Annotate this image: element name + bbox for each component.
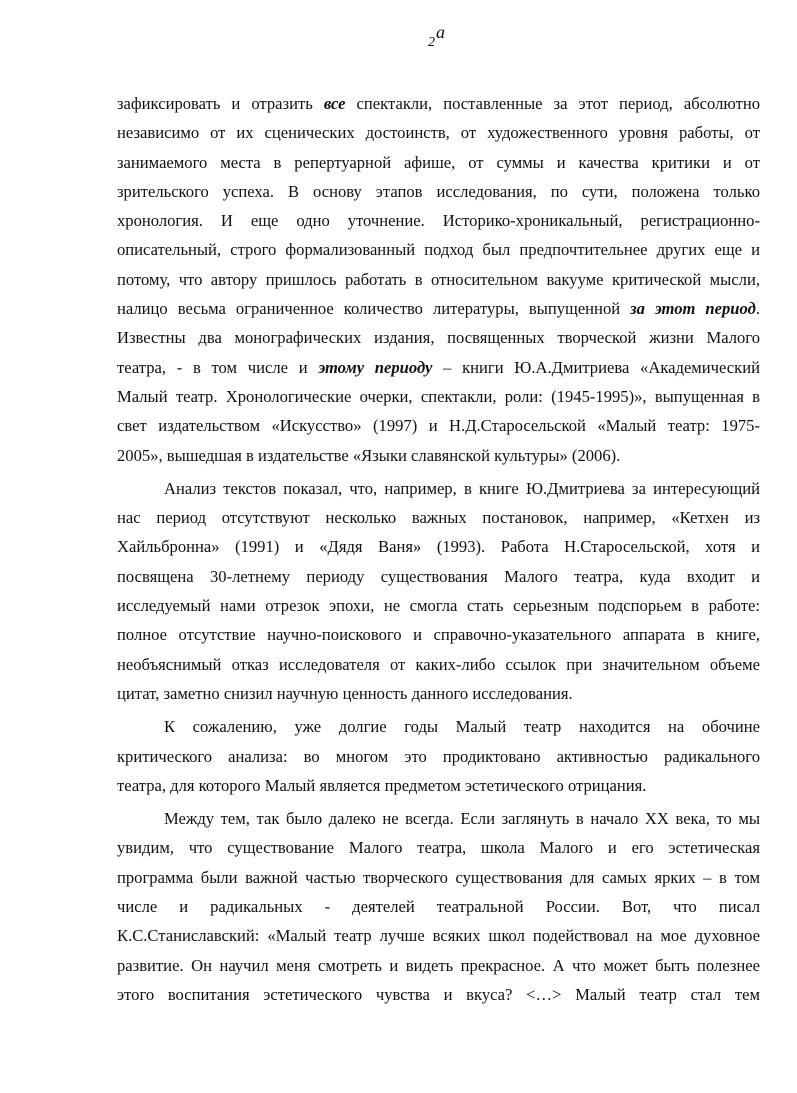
emphasis: все [323,94,346,113]
paragraph-4 [117,804,760,1009]
paragraph-1 [117,89,760,470]
text-line: налицо весьма ограниченное количество литературы, выпущенной за этот период. [117,299,760,319]
page-number-value: 2 [428,35,435,50]
text-line: К.С.Станиславский: «Малый театр лучше всяких школ подействовал на мое духовное [117,926,760,946]
text-line: исследуемый нами отрезок эпохи, не смогла стать серьезным подспорьем в работе: [117,596,760,616]
text-line: цитат, заметно снизил научную ценность данного исследования. [117,683,573,703]
text-line: Известны два монографических издания, посвященных творческой жизни Малого [117,328,760,348]
emphasis: за этот период [630,299,756,319]
text-line: полное отсутствие научно-поискового и справочно-указательного аппарата в книге, [117,625,760,645]
document-body [117,89,760,1009]
emphasis: этому периоду [318,357,433,377]
text-line: Малый театр. Хронологические очерки, спектакли, роли: (1945-1995)», выпущенная в [117,386,760,406]
text-line: театра, - в том числе и этому периоду – книги Ю.А.Дмитриева «Академический [117,357,760,377]
text-line: нас период отсутствуют несколько важных постановок, например, «Кетхен из [117,508,760,528]
text-line: развитие. Он научил меня смотреть и видеть прекрасное. А что может быть полезнее [117,955,760,975]
text-line: занимаемого места в репертуарной афише, от суммы и качества критики и от [117,152,760,172]
text-line: зрительского успеха. В основу этапов исследования, по сути, положена только [117,181,760,201]
text-line: 2005», вышедшая в издательстве «Языки славянской культуры» (2006). [117,445,621,465]
text-line: Хайльбронна» (1991) и «Дядя Ваня» (1993). Работа Н.Старосельской, хотя и [117,537,760,557]
text-line: этого воспитания эстетического чувства и вкуса? <…> Малый театр стал тем [117,984,760,1004]
text-line: необъяснимый отказ исследователя от каких-либо ссылок при значительном объеме [117,654,760,674]
text-line: критического анализа: во многом это продиктовано активностью радикального [117,746,760,766]
paragraph-2 [117,474,760,708]
text-line: К сожалению, уже долгие годы Малый театр находится на обочине [164,717,760,737]
handwritten-mark: а [436,22,445,42]
text-line: независимо от их сценических достоинств, от художественного уровня работы, от [117,123,760,143]
paragraph-3 [117,712,760,800]
text-line: театра, для которого Малый является предметом эстетического отрицания. [117,775,647,795]
text-line: потому, что автору пришлось работать в относительном вакууме критической мысли, [117,269,760,289]
text-line: Анализ текстов показал, что, например, в книге Ю.Дмитриева за интересующий [164,478,760,498]
text-line: Между тем, так было далеко не всегда. Если заглянуть в начало XX века, то мы [164,809,760,829]
page-number [428,22,445,51]
text-line: свет издательством «Искусство» (1997) и Н.Д.Старосельской «Малый театр: 1975- [117,416,760,436]
text-line: зафиксировать и отразить все спектакли, поставленные за этот период, абсолютно [117,94,760,113]
text-line: посвящена 30-летнему периоду существования Малого театра, куда входит и [117,566,760,586]
text-line: описательный, строго формализованный подход был предпочтительнее других еще и [117,240,760,260]
text-line: программа были важной частью творческого существования для самых ярких – в том [117,867,760,887]
text-line: увидим, что существование Малого театра, школа Малого и его эстетическая [117,838,760,858]
text-line: числе и радикальных - деятелей театральной России. Вот, что писал [117,897,760,917]
text-line: хронология. И еще одно уточнение. Историко-хроникальный, регистрационно- [117,211,760,231]
